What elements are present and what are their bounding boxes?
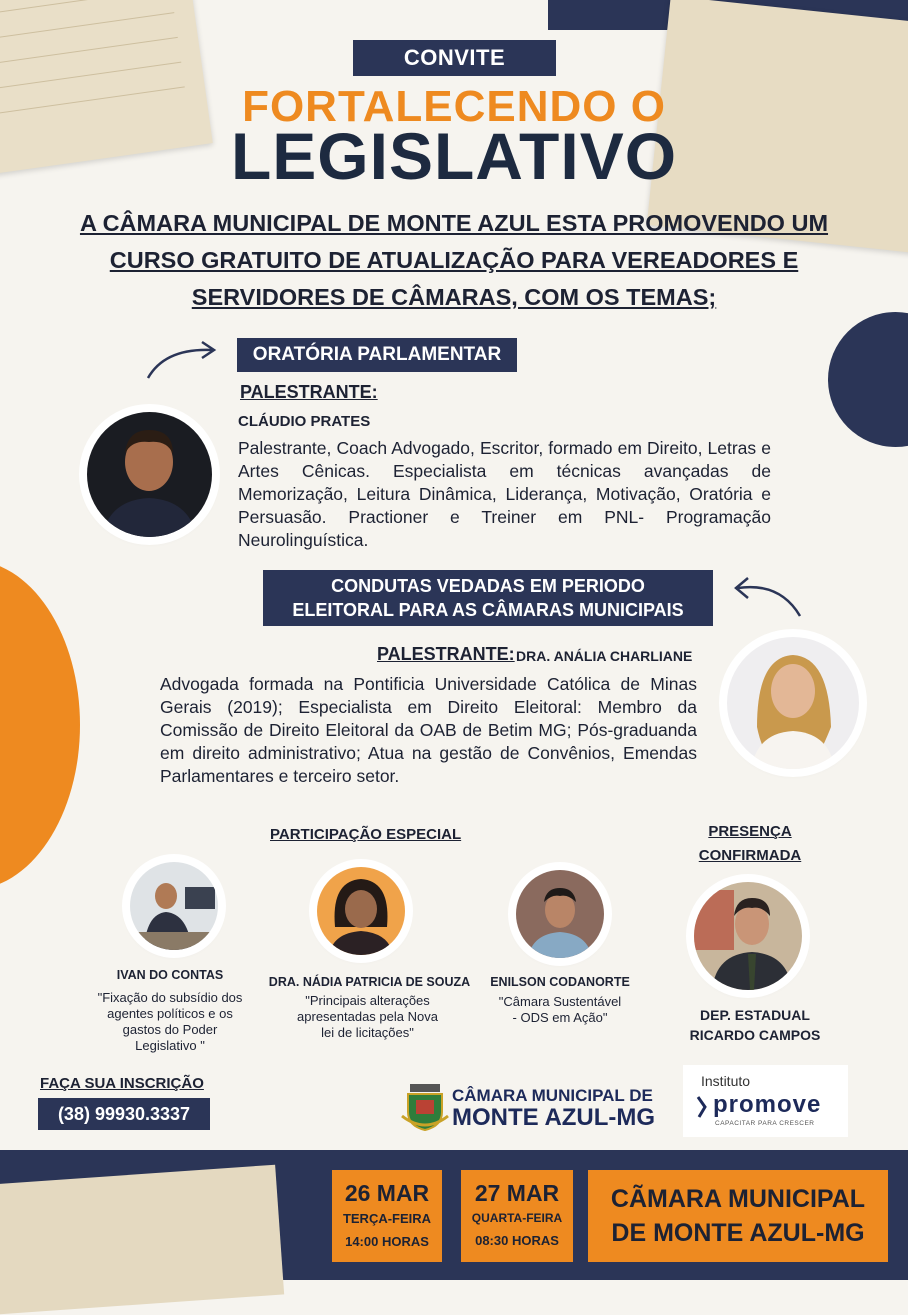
topic2-title-line-1: CONDUTAS VEDADAS EM PERIODO xyxy=(331,576,645,596)
promove-logo-tagline: CAPACITAR PARA CRESCER xyxy=(715,1120,815,1127)
guest-desc-ivan: "Fixação do subsídio dos agentes políticos e os gastos do Poder Legislativo " xyxy=(97,990,243,1053)
confirmed-title-line-1: PRESENÇA xyxy=(708,823,792,840)
speaker-photo-analia xyxy=(727,637,859,769)
person-icon xyxy=(694,882,802,990)
person-icon xyxy=(516,870,604,958)
special-participation-title: PARTICIPAÇÃO ESPECIAL xyxy=(270,826,462,843)
promove-logo-top: Instituto xyxy=(701,1073,751,1089)
guest-photo-nadia xyxy=(317,867,405,955)
title-line-2: LEGISLATIVO xyxy=(230,119,678,193)
decorative-navy-circle xyxy=(828,312,908,447)
guest-desc-enilson: "Câmara Sustentável - ODS em Ação" xyxy=(498,994,622,1025)
confirmed-title-line-2: CONFIRMADA xyxy=(698,847,802,864)
date-box-2 xyxy=(461,1170,573,1262)
confirmed-name xyxy=(670,1005,840,1045)
date-1-day: 26 MAR xyxy=(344,1180,430,1206)
venue-line-2: DE MONTE AZUL-MG xyxy=(611,1219,865,1247)
guest-name-nadia: DRA. NÁDIA PATRICIA DE SOUZA xyxy=(268,975,471,989)
camara-logo-line-1: CÂMARA MUNICIPAL DE xyxy=(452,1086,653,1105)
curved-arrow-icon xyxy=(730,572,810,622)
confirmed-name-line-1: DEP. ESTADUAL xyxy=(700,1007,810,1023)
person-icon xyxy=(87,412,212,537)
speaker-photo-claudio xyxy=(87,412,212,537)
person-icon xyxy=(727,637,859,769)
person-icon xyxy=(130,862,218,950)
decorative-paper-bottom-left xyxy=(0,1165,284,1315)
promove-logo xyxy=(683,1065,848,1137)
guest-name-enilson: ENILSON CODANORTE xyxy=(490,975,630,989)
date-1-time: 14:00 HORAS xyxy=(345,1234,429,1249)
venue-box xyxy=(588,1170,888,1262)
registration-phone[interactable]: (38) 99930.3337 xyxy=(38,1098,210,1130)
guest-photo-ricardo xyxy=(694,882,802,990)
guest-desc-nadia: "Principais alterações apresentadas pela Nova lei de licitações" xyxy=(297,993,438,1040)
camara-logo-line-2: MONTE AZUL-MG xyxy=(452,1104,656,1131)
topic1-speaker-label: PALESTRANTE: xyxy=(240,382,378,402)
guest-photo-ivan xyxy=(130,862,218,950)
topic1-title: ORATÓRIA PARLAMENTAR xyxy=(237,338,517,372)
intro-line-1: A CÂMARA MUNICIPAL DE MONTE AZUL ESTA PROMOVENDO UM xyxy=(79,210,829,236)
date-2-day: 27 MAR xyxy=(474,1180,560,1206)
intro-line-2: CURSO GRATUITO DE ATUALIZAÇÃO PARA VEREADORES E xyxy=(109,247,799,273)
decorative-orange-circle xyxy=(0,560,80,890)
date-2-time: 08:30 HORAS xyxy=(475,1233,559,1248)
date-2-weekday: QUARTA-FEIRA xyxy=(471,1211,563,1225)
topic2-title xyxy=(263,570,713,626)
topic1-speaker-bio: Palestrante, Coach Advogado, Escritor, formado em Direito, Letras e Artes Cênicas. Especialista em técnicas avançadas de Memorização, Leitura Dinâmica, Liderança, Motivação, Oratória e Persuasão. Practioner e Treiner em PNL- Programação Neurolinguística. xyxy=(238,438,771,550)
topic2-title-line-2: ELEITORAL PARA AS CÂMARAS MUNICIPAIS xyxy=(292,600,684,620)
date-1-weekday: TERÇA-FEIRA xyxy=(342,1211,432,1226)
registration-label: FAÇA SUA INSCRIÇÃO xyxy=(40,1075,204,1092)
title-line-1: FORTALECENDO O xyxy=(242,82,666,131)
guest-name-ivan: IVAN DO CONTAS xyxy=(116,968,224,982)
topic2-speaker-name: DRA. ANÁLIA CHARLIANE xyxy=(516,648,693,664)
intro-line-3: SERVIDORES DE CÂMARAS, COM OS TEMAS; xyxy=(191,284,717,310)
curved-arrow-icon xyxy=(140,338,220,383)
date-box-1 xyxy=(332,1170,442,1262)
topic2-speaker-label: PALESTRANTE: xyxy=(377,644,515,664)
convite-badge: CONVITE xyxy=(353,40,556,76)
confirmed-title xyxy=(680,820,820,868)
confirmed-name-line-2: RICARDO CAMPOS xyxy=(689,1027,821,1043)
guest-photo-enilson xyxy=(516,870,604,958)
intro-text xyxy=(40,205,868,316)
promove-logo-name: promove xyxy=(713,1091,822,1118)
venue-line-1: CÃMARA MUNICIPAL xyxy=(610,1185,866,1213)
topic1-speaker-name: CLÁUDIO PRATES xyxy=(238,413,371,430)
person-icon xyxy=(317,867,405,955)
promove-mark-icon xyxy=(695,1095,713,1119)
coat-of-arms-icon xyxy=(400,1082,450,1132)
topic2-speaker-bio: Advogada formada na Pontificia Universidade Católica de Minas Gerais (2019); Especialista em Direito Eleitoral: Membro da Comissão de Direito Eleitoral da OAB de Betim MG; Pós-graduanda em direito administrativo; Atua na gestão de Convênios, Emendas Parlamentares e terceiro setor. xyxy=(160,674,697,786)
